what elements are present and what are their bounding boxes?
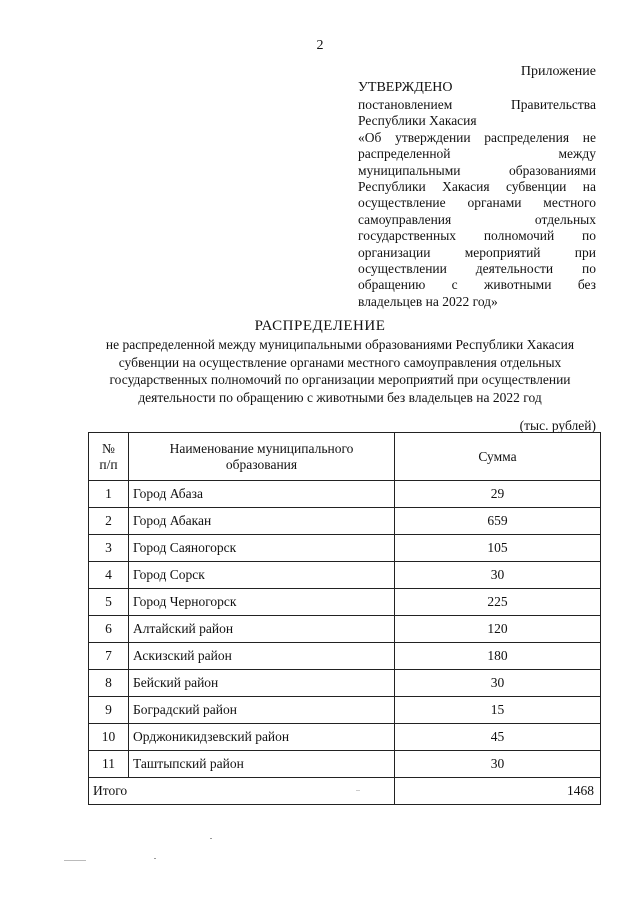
approved-line: Республики Хакасия	[358, 113, 477, 129]
approved-line: осуществлении деятельности по	[358, 261, 596, 277]
row-number: 1	[89, 481, 129, 508]
header-name-line: образования	[225, 456, 298, 472]
row-name: Боградский район	[129, 697, 395, 724]
row-sum: 30	[395, 562, 601, 589]
page-number: 2	[316, 38, 324, 53]
table-row	[89, 481, 601, 508]
scan-artifact	[210, 838, 212, 839]
row-number: 2	[89, 508, 129, 535]
distribution-table	[88, 432, 601, 805]
subtitle-line: субвенции на осуществление органами местного самоуправления отдельных	[118, 354, 562, 370]
approved-line: самоуправления отдельных	[358, 211, 596, 227]
row-number: 6	[89, 616, 129, 643]
row-name: Таштыпский район	[129, 751, 395, 778]
row-number: 8	[89, 670, 129, 697]
header-number-line: п/п	[99, 456, 118, 472]
approved-line: «Об утверждении распределения не	[358, 129, 596, 145]
total-value: 1468	[395, 778, 601, 805]
appendix-label: Приложение	[520, 64, 596, 79]
row-number: 5	[89, 589, 129, 616]
scan-artifact	[356, 790, 360, 791]
row-number: 10	[89, 724, 129, 751]
approval-stamp-block	[358, 80, 596, 310]
row-number: 3	[89, 535, 129, 562]
document-subtitle	[80, 336, 600, 406]
row-number: 7	[89, 643, 129, 670]
header-sum: Сумма	[395, 433, 601, 481]
subtitle-line: не распределенной между муниципальными образованиями Республики Хакасия	[105, 337, 575, 352]
approved-line: государственных полномочий по	[358, 228, 596, 244]
row-sum: 180	[395, 643, 601, 670]
row-name: Город Черногорск	[129, 589, 395, 616]
table-row	[89, 643, 601, 670]
units-label: (тыс. рублей)	[519, 418, 596, 433]
table-row	[89, 535, 601, 562]
approved-line: постановлением Правительства	[358, 97, 596, 112]
approved-line: распределенной между	[358, 146, 596, 162]
subtitle-line: деятельности по обращению с животными без владельцев на 2022 год	[138, 389, 542, 405]
table-total-row	[89, 778, 601, 805]
table-row	[89, 751, 601, 778]
scan-artifact	[64, 860, 86, 861]
row-sum: 45	[395, 724, 601, 751]
header-number	[89, 433, 129, 481]
row-sum: 120	[395, 616, 601, 643]
approved-line: обращению с животными без	[358, 277, 596, 293]
row-name: Город Саяногорск	[129, 535, 395, 562]
row-name: Город Сорск	[129, 562, 395, 589]
scan-artifact	[154, 858, 156, 859]
approved-line: владельцев на 2022 год»	[358, 293, 498, 309]
row-sum: 29	[395, 481, 601, 508]
row-number: 11	[89, 751, 129, 778]
header-name-line: Наименование муниципального	[169, 440, 354, 456]
subtitle-line: государственных полномочий по организации мероприятий при осуществлении	[109, 372, 571, 387]
header-number-line: №	[102, 440, 115, 456]
table-row	[89, 697, 601, 724]
approved-line: осуществление органами местного	[358, 195, 596, 211]
table-row	[89, 724, 601, 751]
table-header-row	[89, 433, 601, 481]
approved-line: Республики Хакасия субвенции на	[358, 179, 596, 195]
row-sum: 15	[395, 697, 601, 724]
row-sum: 105	[395, 535, 601, 562]
document-title: РАСПРЕДЕЛЕНИЕ	[254, 318, 386, 334]
row-sum: 225	[395, 589, 601, 616]
row-number: 4	[89, 562, 129, 589]
row-name: Город Абакан	[129, 508, 395, 535]
table-row	[89, 670, 601, 697]
row-sum: 659	[395, 508, 601, 535]
approved-title: УТВЕРЖДЕНО	[358, 80, 453, 95]
row-sum: 30	[395, 670, 601, 697]
approved-line: муниципальными образованиями	[358, 162, 596, 178]
table-row	[89, 508, 601, 535]
row-name: Орджоникидзевский район	[129, 724, 395, 751]
header-name	[129, 433, 395, 481]
total-label: Итого	[89, 778, 395, 805]
row-number: 9	[89, 697, 129, 724]
table-row	[89, 589, 601, 616]
row-sum: 30	[395, 751, 601, 778]
row-name: Город Абаза	[129, 481, 395, 508]
row-name: Бейский район	[129, 670, 395, 697]
table-row	[89, 562, 601, 589]
row-name: Аскизский район	[129, 643, 395, 670]
row-name: Алтайский район	[129, 616, 395, 643]
approved-line: организации мероприятий при	[358, 244, 596, 260]
table-row	[89, 616, 601, 643]
